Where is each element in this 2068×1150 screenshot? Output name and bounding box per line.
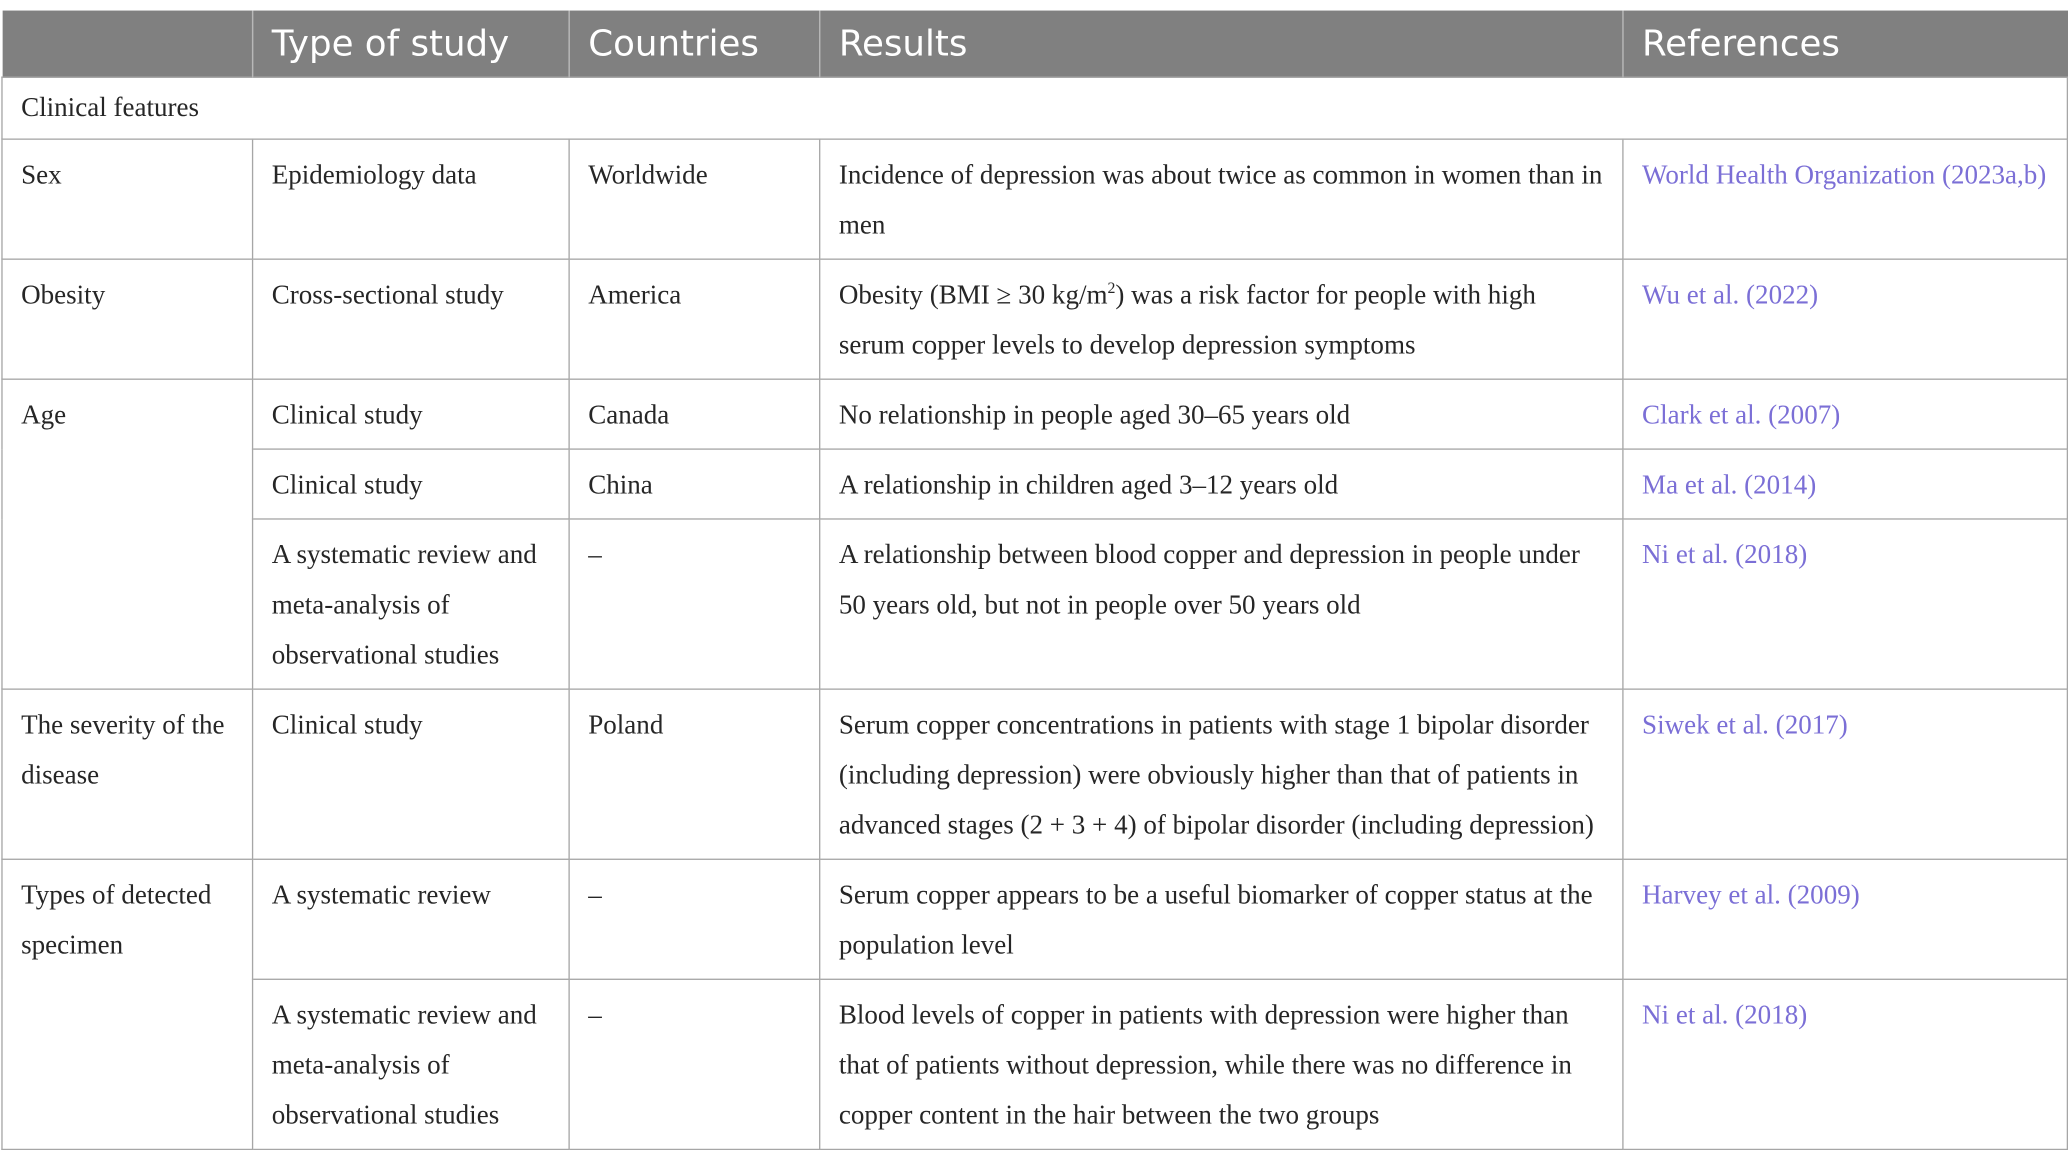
- reference-link[interactable]: Ni et al. (2018): [1623, 979, 2067, 1149]
- study-type-cell: A systematic review and meta-analysis of observational studies: [253, 519, 570, 689]
- result-text-post: ) was a risk factor for people with high serum copper levels to develop depression symptoms: [838, 280, 1536, 361]
- feature-cell: Age: [2, 379, 253, 689]
- header-results: Results: [820, 11, 1623, 78]
- country-cell: Poland: [569, 689, 820, 859]
- table-row: [2, 979, 2067, 1149]
- feature-cell: The severity of the disease: [2, 689, 253, 859]
- study-type-cell: Clinical study: [253, 379, 570, 449]
- result-text-pre: Obesity (BMI ≥ 30 kg/m: [838, 280, 1108, 310]
- reference-link[interactable]: Clark et al. (2007): [1623, 379, 2067, 449]
- table-row: [2, 859, 2067, 979]
- country-cell: Worldwide: [569, 139, 820, 259]
- section-title: Clinical features: [2, 77, 2067, 139]
- table-row: [2, 689, 2067, 859]
- reference-link[interactable]: Ma et al. (2014): [1623, 449, 2067, 519]
- reference-link[interactable]: Harvey et al. (2009): [1623, 859, 2067, 979]
- copper-depression-table: [1, 11, 2068, 1150]
- study-type-cell: A systematic review: [253, 859, 570, 979]
- study-type-cell: Clinical study: [253, 689, 570, 859]
- table-row: [2, 449, 2067, 519]
- header-feature: [2, 11, 253, 78]
- result-cell: A relationship between blood copper and depression in people under 50 years old, but not in people over 50 years old: [820, 519, 1623, 689]
- table-row: [2, 139, 2067, 259]
- country-cell: –: [569, 519, 820, 689]
- table-row: [2, 379, 2067, 449]
- header-type-of-study: Type of study: [253, 11, 570, 78]
- reference-link[interactable]: Ni et al. (2018): [1623, 519, 2067, 689]
- reference-link[interactable]: Siwek et al. (2017): [1623, 689, 2067, 859]
- reference-link[interactable]: Wu et al. (2022): [1623, 259, 2067, 379]
- reference-link[interactable]: World Health Organization (2023a,b): [1623, 139, 2067, 259]
- header-references: References: [1623, 11, 2067, 78]
- study-type-cell: Cross-sectional study: [253, 259, 570, 379]
- section-row: [2, 77, 2067, 139]
- country-cell: –: [569, 859, 820, 979]
- study-type-cell: Clinical study: [253, 449, 570, 519]
- table-row: [2, 259, 2067, 379]
- study-type-cell: A systematic review and meta-analysis of observational studies: [253, 979, 570, 1149]
- country-cell: Canada: [569, 379, 820, 449]
- country-cell: China: [569, 449, 820, 519]
- result-cell: Incidence of depression was about twice as common in women than in men: [820, 139, 1623, 259]
- feature-cell: Obesity: [2, 259, 253, 379]
- country-cell: America: [569, 259, 820, 379]
- feature-cell: Sex: [2, 139, 253, 259]
- study-type-cell: Epidemiology data: [253, 139, 570, 259]
- table-row: [2, 519, 2067, 689]
- feature-cell: Types of detected specimen: [2, 859, 253, 1149]
- header-countries: Countries: [569, 11, 820, 78]
- result-cell: Serum copper appears to be a useful biomarker of copper status at the population level: [820, 859, 1623, 979]
- header-row: [2, 11, 2067, 78]
- result-cell: A relationship in children aged 3–12 years old: [820, 449, 1623, 519]
- result-cell: Blood levels of copper in patients with depression were higher than that of patients without depression, while there was no difference in copper content in the hair between the two groups: [820, 979, 1623, 1149]
- result-cell: [820, 259, 1623, 379]
- result-cell: No relationship in people aged 30–65 years old: [820, 379, 1623, 449]
- superscript: 2: [1107, 278, 1116, 297]
- result-cell: Serum copper concentrations in patients with stage 1 bipolar disorder (including depression) were obviously higher than that of patients in advanced stages (2 + 3 + 4) of bipolar disorder (including depression): [820, 689, 1623, 859]
- country-cell: –: [569, 979, 820, 1149]
